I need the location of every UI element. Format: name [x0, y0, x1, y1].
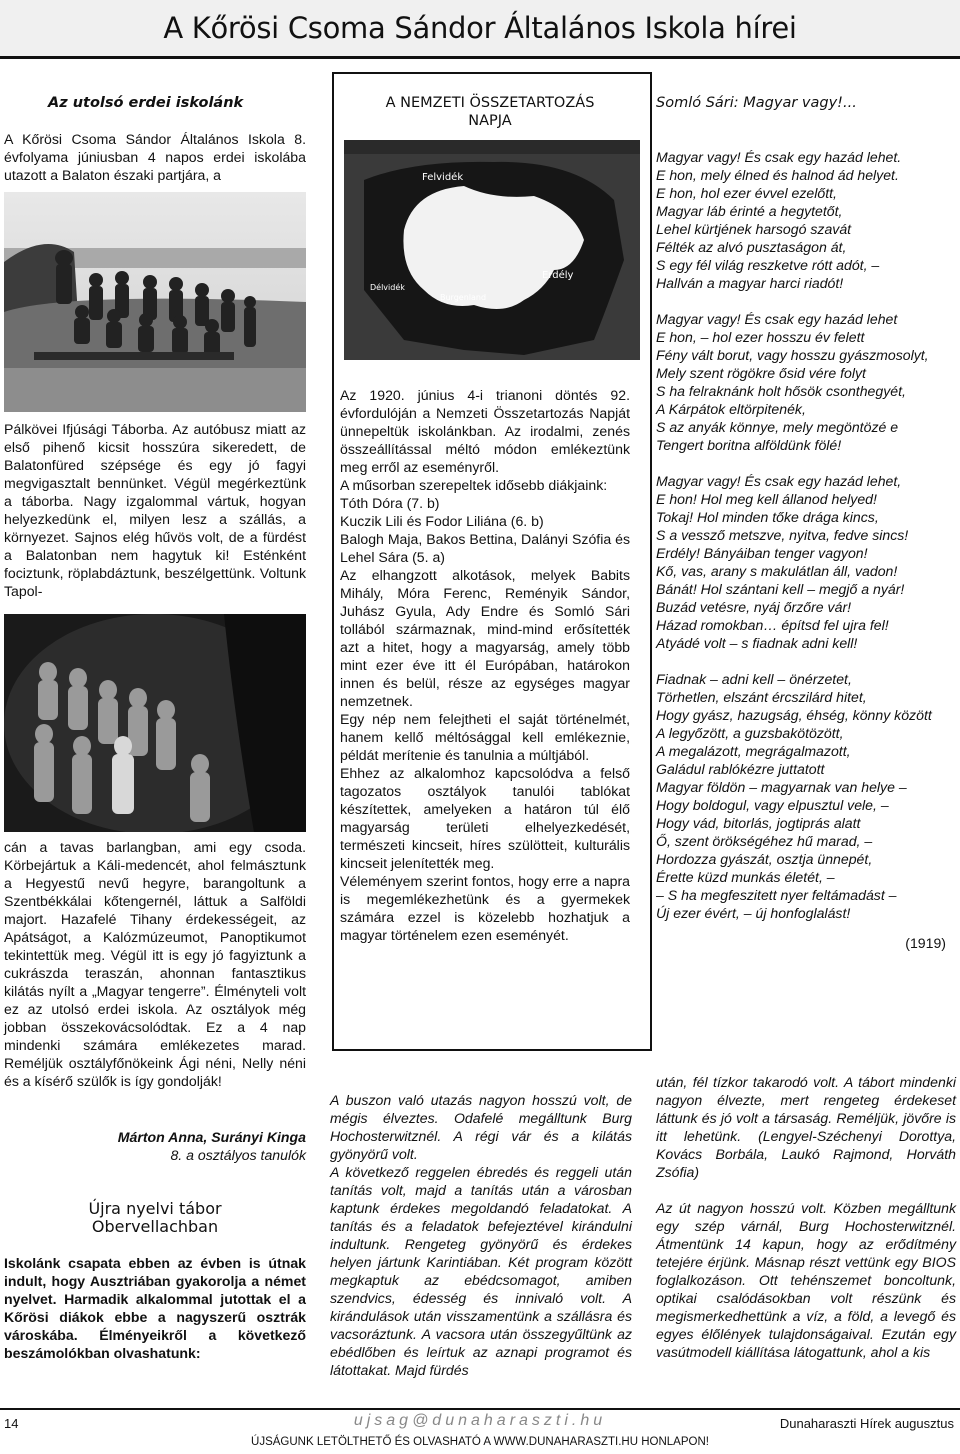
- paragraph: Egy nép nem felejtheti el saját történelmét, hanem kellő méltósággal kell emlékeznie, példát merítenie és tanulnia a múltjából.: [340, 711, 630, 763]
- paragraph: Az elhangzott alkotások, melyek Babits Mihály, Móra Ferenc, Reményik Sándor, Juhász Gyula, Ady Endre és Somló Sári tollából származnak, mind-mind erősítették azt a hitet, hogy a magyarság, amely több mint ezer éve itt él Európában, határokon innen és belül, része az egységes magyar nemzetnek.: [340, 567, 630, 709]
- lead-paragraph: Iskolánk csapata ebben az évben is útnak indult, hogy Ausztriában gyakorolja a német nyelvet. Harmadik alkalommal jutottak el a Kőrösi diákok ebbe a nagyszerű osztrák városkába. Élményeikről a következő beszámolókban olvashatunk:: [4, 1255, 306, 1361]
- poem-line: Törhetlen, elszánt ércszilárd hitet,: [656, 689, 867, 705]
- section-title: Az utolsó erdei iskolánk: [48, 95, 244, 111]
- poem-line: Félték az alvó pusztaságon át,: [656, 239, 847, 255]
- poem: [656, 94, 952, 952]
- poem-line: S a vessző metszve, nyitva, fedve sincs!: [656, 527, 909, 543]
- paragraph: A műsorban szerepeltek idősebb diákjaink:: [340, 477, 608, 493]
- poem-line: Atyádé volt – s fiadnak adni kell!: [656, 635, 858, 651]
- poem-line: Új ezer évért, – új honfoglalást!: [656, 905, 851, 921]
- poem-line: S ha felraknánk holt hősök csonthegyét,: [656, 383, 906, 399]
- poem-line: Lehel kürtjének harsogó szavát: [656, 221, 852, 237]
- poem-stanza: [656, 148, 952, 292]
- cave-photo: [4, 614, 306, 832]
- historic-hungary-map: [344, 140, 640, 360]
- poem-line: A legyőzött, a guzsbakötözött,: [656, 725, 844, 741]
- poem-line: Házad romokban… építsd fel ujra fel!: [656, 617, 889, 633]
- poem-line: Galádul rablókézre juttatott: [656, 761, 825, 777]
- page-title: A Kőrösi Csoma Sándor Általános Iskola hírei: [163, 11, 797, 45]
- poem-line: Hallván a magyar harci riadót!: [656, 275, 844, 291]
- erdei-title: [48, 94, 308, 112]
- nyelvi-middle: [330, 1073, 632, 1397]
- erdei-end: [4, 838, 306, 1090]
- poem-line: Hogy boldogul, vagy elpusztul vele, –: [656, 797, 889, 813]
- poem-line: – S ha megfeszitett nyer feltámadást –: [656, 887, 897, 903]
- poem-line: S az anyák könnye, mely megöntözé e: [656, 419, 899, 435]
- poem-line: S egy fél világ reszketve rótt adót, –: [656, 257, 880, 273]
- performer-line: Balogh Maja, Bakos Bettina, Dalányi Szófia és Lehel Sára (5. a): [340, 531, 630, 565]
- poem-line: A megalázott, megrágalmazott,: [656, 743, 851, 759]
- nyelvi-lead: [4, 1254, 306, 1362]
- nyelvi-title: [4, 1200, 306, 1236]
- poem-line: Magyar vagy! És csak egy hazád lehet,: [656, 473, 902, 489]
- poem-line: Magyar földön – magyarnak van helye –: [656, 779, 907, 795]
- cave-photo-image: [4, 614, 306, 832]
- erdei-middle: [4, 420, 306, 600]
- poem-line: Kő, vas, arany s makulátlan áll, vadon!: [656, 563, 898, 579]
- camp-group-photo: [4, 192, 306, 412]
- poem-line: Fény vált borut, vagy hosszu gyászmosolyt,: [656, 347, 929, 363]
- poem-line: Erdély! Bányáiban tenger vagyon!: [656, 545, 868, 561]
- poem-line: A Kárpátok eltörpitenék,: [656, 401, 806, 417]
- poem-line: Hogy vád, bitorlás, jogtiprás alatt: [656, 815, 861, 831]
- section-title: A NEMZETI ÖSSZETARTOZÁS: [385, 95, 595, 111]
- poem-stanza: [656, 472, 952, 652]
- map-label: Burgenland: [440, 293, 487, 302]
- poem-line: Bánát! Hol szántani kell – megjő a nyár!: [656, 581, 905, 597]
- nemzeti-title: [340, 94, 640, 130]
- poem-line: Magyar vagy! És csak egy hazád lehet: [656, 311, 898, 327]
- poem-line: E hon, – hol ezer hosszu év felett: [656, 329, 865, 345]
- poem-line: Ő, szent örökségéhez hű marad, –: [656, 833, 873, 849]
- poem-line: Hogy gyász, hazugság, éhség, könny között: [656, 707, 932, 723]
- poem-title: Somló Sári: Magyar vagy!...: [656, 95, 857, 111]
- paragraph: Az 1920. június 4-i trianoni döntés 92. évfordulóján a Nemzeti Összetartozás Napját ünnepeltük iskolánkban. Az irodalmi, zenés összeállítással méltó módon emlékeztünk meg erről az eseményről.: [340, 387, 630, 475]
- poem-line: E hon, hol ezer évvel ezelőtt,: [656, 185, 837, 201]
- poem-line: Magyar vagy! És csak egy hazád lehet.: [656, 149, 902, 165]
- footer-note: ÚJSÁGUNK LETÖLTHETŐ ÉS OLVASHATÓ A WWW.DUNAHARASZTI.HU HONLAPON!: [251, 1436, 709, 1448]
- paragraph: A Kőrösi Csoma Sándor Általános Iskola 8. évfolyama júniusban 4 napos erdei iskolába utazott a Balaton északi partjára, a: [4, 131, 306, 183]
- paragraph: Ehhez az alkalomhoz kapcsolódva a felső tagozatos osztályok tanulói tablókat készítettek, amelyeken a határon túl élő magyarság területi elhelyezkedését, természeti kincseit, híres szülötteit, kulturális kincseit jelenítették meg.: [340, 765, 630, 871]
- performer-line: Kuczik Lili és Fodor Liliána (6. b): [340, 513, 544, 529]
- poem-line: Érette küzd munkás életét, –: [656, 869, 835, 885]
- historic-hungary-map-photo: [344, 140, 640, 360]
- footer-rule: [0, 1408, 960, 1410]
- paragraph: A buszon való utazás nagyon hosszú volt, de mégis élveztes. Odafelé megálltunk Burg Hochosterwitznél. A régi vár és a kilátás gyönyörű volt. A következő reggelen ébredés és reggeli után tanítás volt, majd a tanítás után a városban kaptunk érdekes megoldandó feladatokat. A tanítás és a feladatok befejeztével kirándulni indultunk. Rengeteg gyönyörű és érdekes helyen jártunk Karintiában. Két program között megkaptuk az ebédcsomagot, amiben szendvics, édesség és innivaló volt. A kirándulások után visszamentünk a szállásra és vacsoráztunk. A vacsora után összegyűltünk az ebédlőben és leírtuk az aznapi programot és látottakat. Majd fürdés: [330, 1092, 632, 1378]
- camp-group-photo-image: [4, 192, 306, 412]
- poem-line: Fiadnak – adni kell – önérzetet,: [656, 671, 852, 687]
- author-name: Márton Anna, Surányi Kinga: [117, 1129, 306, 1145]
- footer-issue: Dunaharaszti Hírek augusztus: [779, 1416, 954, 1431]
- paragraph: Véleményem szerint fontos, hogy erre a napra is megemlékezhetünk és a gyermekek számára ezzel is közelebb hozhatjuk a magyar történelem ezen eseményét.: [340, 873, 630, 943]
- poem-line: Buzád vetésre, nyáj őrzőre vár!: [656, 599, 852, 615]
- page-number: 14: [4, 1416, 19, 1431]
- poem-line: E hon! Hol meg kell állanod helyed!: [656, 491, 877, 507]
- poem-line: Tengert boritna alföldünk fölé!: [656, 437, 842, 453]
- poem-stanza: [656, 310, 952, 454]
- section-subtitle: Obervellachban: [91, 1217, 219, 1236]
- nyelvi-right: [656, 1073, 956, 1361]
- poem-line: Tokaj! Hol minden tőke drága kincs,: [656, 509, 879, 525]
- section-title: Újra nyelvi tábor: [88, 1199, 222, 1218]
- poem-stanza: [656, 670, 952, 922]
- performer-line: Tóth Dóra (7. b): [340, 495, 440, 511]
- map-label: Délvidék: [370, 283, 405, 292]
- poem-line: E hon, mely élned és halnod ád helyet.: [656, 167, 899, 183]
- page-banner: [0, 0, 960, 59]
- paragraph: Az út nagyon hosszú volt. Közben megálltunk egy szép várnál, Burg Hochosterwitznél. Átmentünk 14 kapun, hogy az erődítmény tetejére érjünk. Másnap részt vettünk egy BIOS foglalkozáson. Ott tehénszemet boncoltunk, optikai csalódásokban volt részünk és megismerkedhettünk a víz, a föld, a levegő és egyes élőlények tulajdonságaival. Ezután egy vasútmodell kiállítása látogattunk, ahol a kis: [656, 1200, 956, 1360]
- poem-year: (1919): [905, 935, 946, 951]
- paragraph: után, fél tízkor takarodó volt. A tábort mindenki nagyon élvezte, mert rengeteg érdekeset láttunk és jó volt a társaság. Reméljük, jövőre is itt lehetünk. (Lengyel-Széchenyi Dorottya, Kovács Borbála, Laukó Rajmond, Horváth Zsófia): [656, 1074, 956, 1180]
- poem-line: Hordozza gyászát, osztja ünnepét,: [656, 851, 873, 867]
- paragraph: cán a tavas barlangban, ami egy csoda. Körbejártuk a Káli-medencét, ahol felmásztunk a Hegyestű nevű hegyre, barangoltunk a Szentbékkálai kőtengernél, láttuk a Salföldi majort. Hazafelé Tihany érdekességeit, az Apátságot, a Kalózmúzeumot, Panoptikumot tekintettük meg. Végül itt is egy jó fagyiztunk a cukrászda teraszán, ahonnan fantasztikus kilátás nyílt a „Magyar tengerre”. Élményteli volt ez az utolsó erdei iskola. Az osztályok még jobban összekovácsolódtak. Ez a 4 nap mindenki számára emlékezetes marad. Reméljük osztályfőnökeink Ági néni, Nelly néni és a kísérő szülők is így gondolják!: [4, 839, 306, 1089]
- poem-line: Mely szent rögökre ősid vére folyt: [656, 365, 866, 381]
- nemzeti-text: [340, 386, 630, 944]
- erdei-intro: [4, 130, 306, 184]
- poem-line: Magyar láb érinté a hegytetőt,: [656, 203, 843, 219]
- author-class: 8. a osztályos tanulók: [170, 1147, 306, 1163]
- paragraph: Pálkövei Ifjúsági Táborba. Az autóbusz miatt az első pihenő kicsit hosszúra sikeredett, de Balatonfüred szépsége és egy jó fagyi megvigasztalt bennünket. Végül megérkeztünk a táborba. Nagy izgalommal vártuk, hogyan helyezkedünk el, milyen lesz a szállás, a környezet. Sajnos elég hűvös volt, de a fürdést a Balatonban nem hagytuk ki! Esténként fociztunk, röplabdáztunk, beszélgettünk. Voltunk Tapol-: [4, 421, 306, 599]
- map-label: Erdély: [542, 270, 574, 281]
- map-label: Felvidék: [422, 172, 464, 183]
- footer-email: ujsag@dunaharaszti.hu: [353, 1412, 607, 1429]
- erdei-author: [4, 1128, 306, 1164]
- section-subtitle: NAPJA: [468, 113, 512, 129]
